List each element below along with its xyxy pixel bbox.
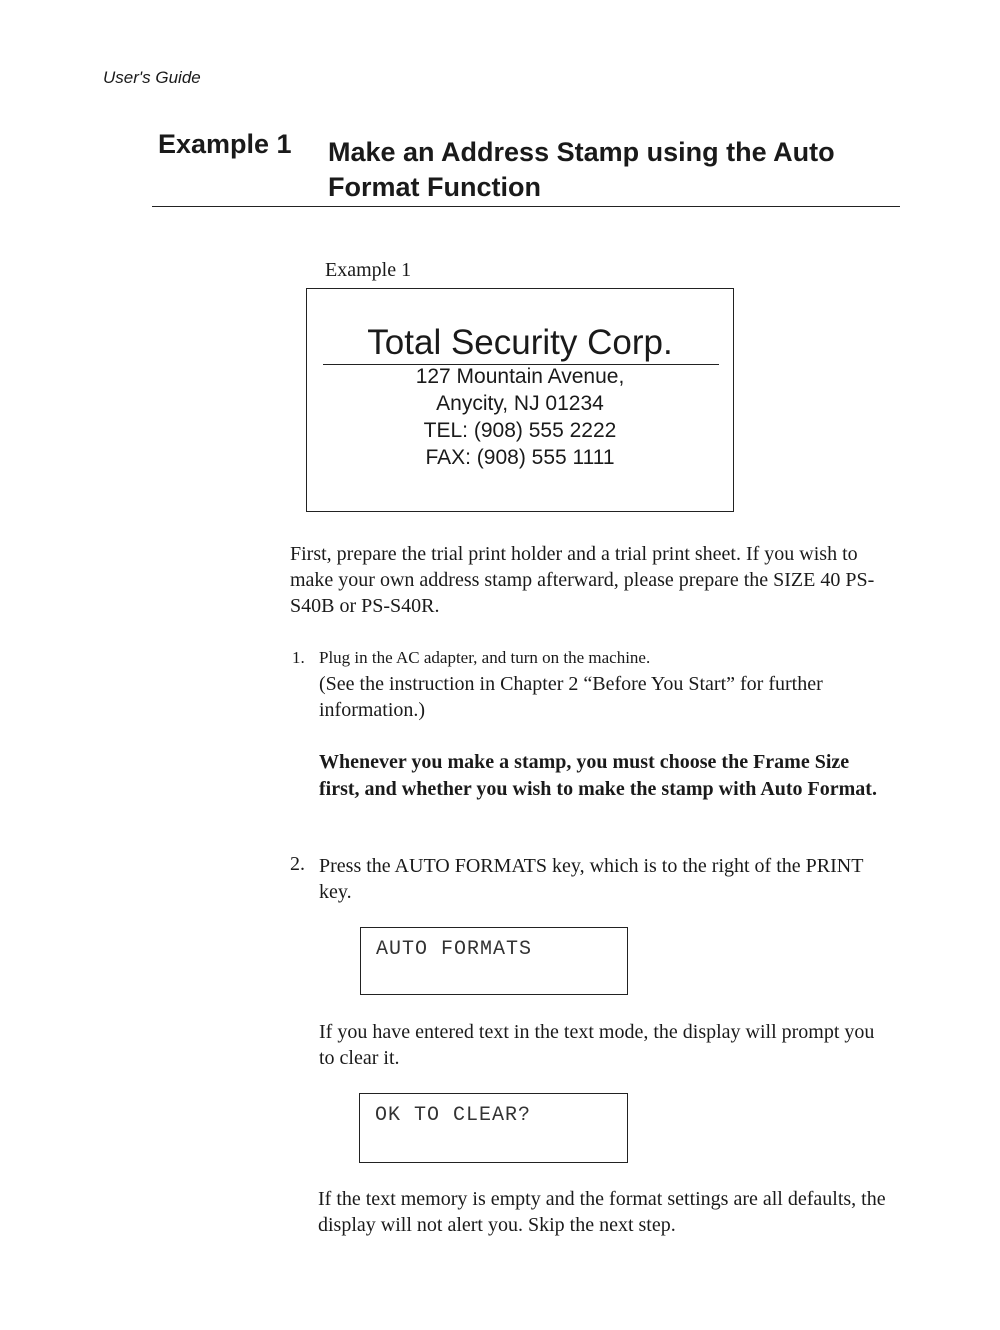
step-2-text: Press the AUTO FORMATS key, which is to the right of the PRINT key.: [319, 855, 864, 903]
frame-size-note: Whenever you make a stamp, you must choose the Frame Size first, and whether you wish to make the stamp with Auto Format.: [319, 751, 877, 800]
stamp-tel-line: TEL: (908) 555 2222: [423, 419, 617, 442]
heading-rule: [152, 206, 900, 207]
step-2-number: 2.: [290, 853, 305, 875]
lcd-text: OK TO CLEAR?: [375, 1104, 532, 1127]
lcd-display-auto-formats: [360, 927, 628, 995]
stamp-address-line: 127 Mountain Avenue,: [415, 365, 625, 388]
step-1-number: 1.: [292, 648, 305, 667]
intro-paragraph: First, prepare the trial print holder and a trial print sheet. If you wish to make your own address stamp afterward, please prepare the SIZE 40 PS-S40B or PS-S40R.: [290, 543, 875, 617]
example-label: Example 1: [158, 129, 292, 159]
clear-prompt-paragraph: If you have entered text in the text mode, the display will prompt you to clear it.: [319, 1021, 875, 1069]
stamp-caption: Example 1: [325, 259, 412, 281]
stamp-company-name: Total Security Corp.: [367, 323, 673, 362]
lcd-display-ok-to-clear: [359, 1093, 628, 1163]
stamp-sample-box: [306, 288, 734, 512]
step-1-detail: (See the instruction in Chapter 2 “Before You Start” for further information.): [319, 673, 823, 721]
step-1-title: Plug in the AC adapter, and turn on the machine.: [319, 648, 651, 667]
running-header: User's Guide: [103, 68, 201, 87]
section-title-line-1: Make an Address Stamp using the Auto: [328, 137, 835, 167]
stamp-city-line: Anycity, NJ 01234: [436, 392, 604, 415]
lcd-text: AUTO FORMATS: [376, 938, 533, 961]
empty-memory-paragraph: If the text memory is empty and the format settings are all defaults, the display will not alert you. Skip the next step.: [318, 1188, 886, 1236]
section-title-line-2: Format Function: [328, 172, 541, 202]
stamp-fax-line: FAX: (908) 555 1111: [425, 446, 615, 469]
